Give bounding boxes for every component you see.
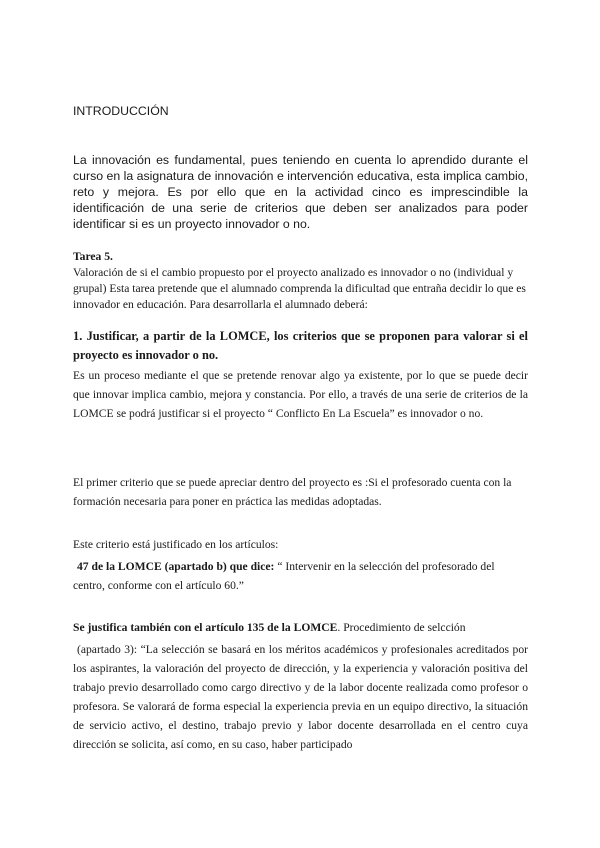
criterion-paragraph: El primer criterio que se puede apreciar dentro del proyecto es :Si el profesorado cuenta con la formación necesaria para poner en práctica las medidas adoptadas. [73, 476, 512, 508]
article-47-bold: 47 de la LOMCE (apartado b) que dice: [77, 560, 275, 573]
articles-intro: Este criterio está justificado en los artículos: [73, 538, 279, 551]
article-135-paragraph: (apartado 3): “La selección se basará en los méritos académicos y profesionales acreditados por los aspirantes, la valoración del proyecto de dirección, y la experiencia y valoración positiva del trabajo previo desarrollado como cargo directivo y de la labor docente realizada como profesor o profesora. Se valorará de forma especial la experiencia previa en un equipo directivo, la situación de servicio activo, el destino, trabajo previo y labor docente desarrollada en el centro cuya dirección se solicita, así como, en su caso, haber participado [73, 643, 528, 751]
article-135-title [73, 620, 528, 636]
article-135-title-rest: . Procedimiento de selcción [337, 621, 466, 634]
section-1-heading: 1. Justificar, a partir de la LOMCE, los criterios que se proponen para valorar si el proyecto es innovador o no. [73, 329, 528, 362]
intro-paragraph: La innovación es fundamental, pues teniendo en cuenta lo aprendido durante el curso en la asignatura de innovación e intervención educativa, esta implica cambio, reto y mejora. Es por ello que en la actividad cinco es imprescindible la identificación de una serie de criterios que deben ser analizados para poder identificar si es un proyecto innovador o no. [73, 153, 528, 231]
article-47-paragraph [73, 557, 528, 595]
article-47-text: “ Intervenir en la selección del profesorado del centro, conforme con el artículo 60.” [73, 560, 495, 592]
article-135-bold: Se justifica también con el artículo 135 de la LOMCE [73, 621, 338, 634]
task-title: Tarea 5. [73, 250, 113, 263]
task-text: Valoración de si el cambio propuesto por el proyecto analizado es innovador o no (individual y grupal) Esta tarea pretende que el alumnado comprenda la dificultad que entraña decidir lo que es innovador en educación. Para desarrollarla el alumnado deberá: [73, 266, 526, 311]
intro-heading: INTRODUCCIÓN [73, 104, 169, 118]
section-1-paragraph: Es un proceso mediante el que se pretende renovar algo ya existente, por lo que se puede decir que innovar implica cambio, mejora y constancia. Por ello, a través de una serie de criterios de la LOMCE se podrá justificar si el proyecto “ Conflicto En La Escuela” es innovador o no. [73, 369, 528, 420]
